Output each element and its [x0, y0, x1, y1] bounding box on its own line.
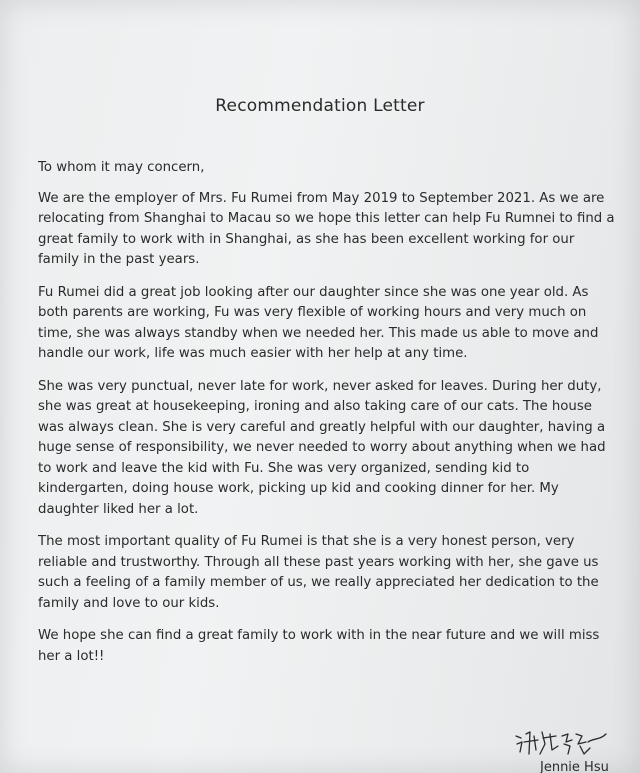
paragraph-duties: She was very punctual, never late for work, never asked for leaves. During her duty, she was great at housekeeping, ironing and also taking care of our cats. The house was always clean. She is very careful and greatly helpful with our daughter, having a huge sense of responsibility, we never needed to worry about anything when we had to work and leave the kid with Fu. She was very organized, sending kid to kindergarten, doing house work, picking up kid and cooking dinner for her. My daughter liked her a lot. [38, 378, 606, 517]
salutation: To whom it may concern, [38, 160, 205, 175]
paragraph-employment: We are the employer of Mrs. Fu Rumei from May 2019 to September 2021. As we are relocating from Shanghai to Macau so we hope this letter can help Fu Rumnei to find a great family to work with in Shanghai, as she has been excellent working for our family in the past years. [38, 190, 615, 267]
handwritten-signature [512, 724, 612, 760]
paragraph-childcare: Fu Rumei did a great job looking after our daughter since she was one year old. As both parents are working, Fu was very flexible of working hours and very much on time, she was always standby when we needed her. This made us able to move and handle our work, life was much easier with her help at any time. [38, 284, 599, 361]
signature-block [512, 724, 622, 773]
signer-name: Jennie Hsu [540, 760, 609, 773]
paragraph-closing: We hope she can find a great family to work with in the near future and we will miss her a lot!! [38, 628, 600, 664]
letter-title: Recommendation Letter [215, 96, 425, 116]
letter-body [38, 158, 618, 679]
paragraph-qualities: The most important quality of Fu Rumei is that she is a very honest person, very reliable and trustworthy. Through all these past years working with her, she gave us such a feeling of a family member of us, we really appreciated her dedication to the family and love to our kids. [38, 534, 599, 611]
